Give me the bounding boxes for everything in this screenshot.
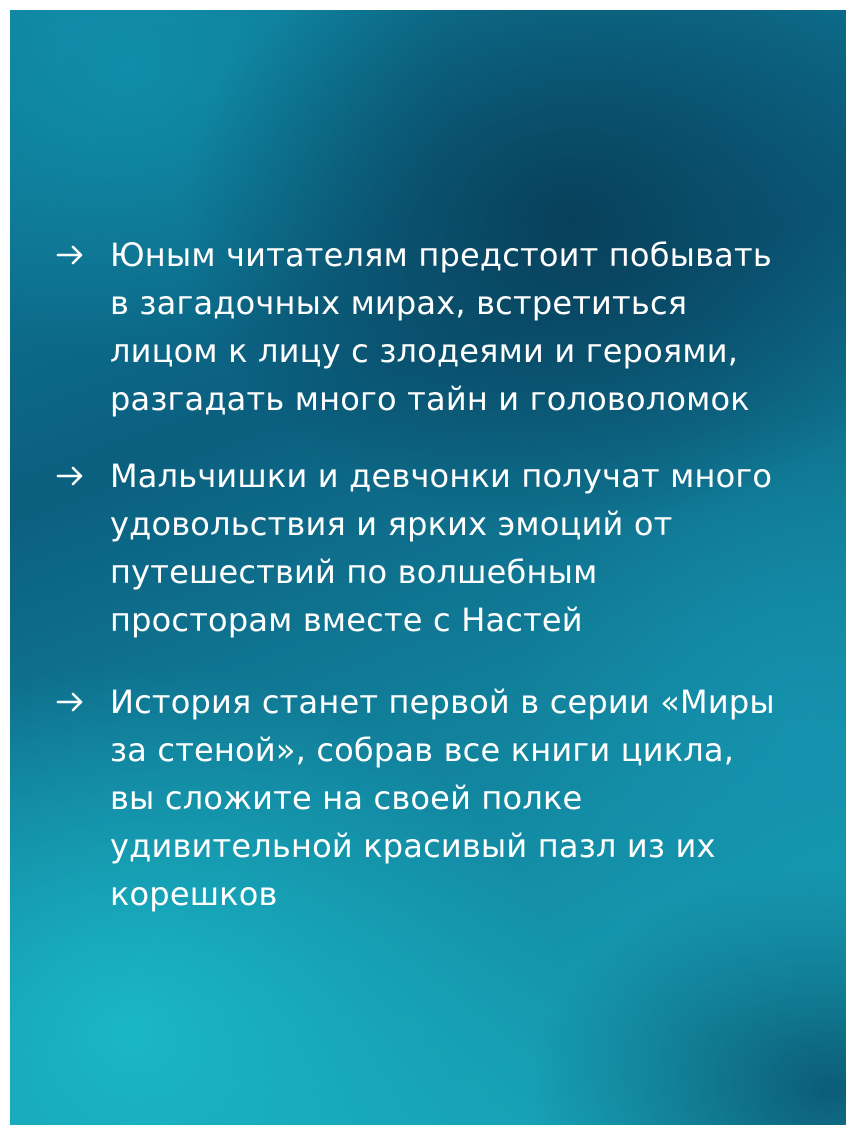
arrow-right-icon [50, 231, 90, 279]
bullet-text: Юным читателям предстоит побывать в загадочных мирах, встретиться лицом к лицу с злодеями и героями, разгадать много тайн и головоломок [110, 236, 772, 418]
bullet-text: История станет первой в серии «Миры за стеной», собрав все книги цикла, вы сложите на своей полке удивительной красивый пазл из их корешков [110, 683, 775, 913]
promo-card [10, 10, 846, 1125]
bullet-text: Мальчишки и девчонки получат много удовольствия и ярких эмоций от путешествий по волшебным просторам вместе с Настей [110, 457, 773, 639]
arrow-right-icon [50, 678, 90, 726]
arrow-right-icon [50, 452, 90, 500]
